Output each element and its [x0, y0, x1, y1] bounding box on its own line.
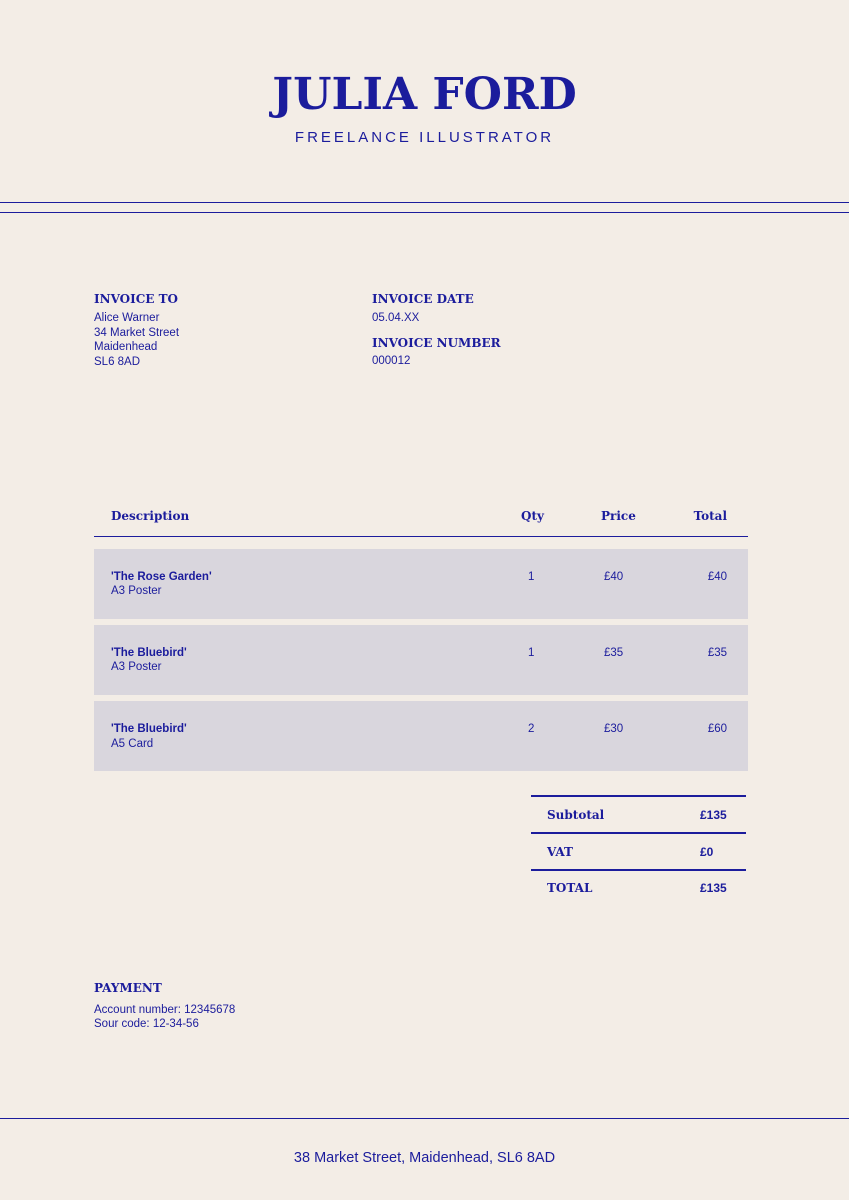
header-qty: Qty	[521, 509, 544, 523]
total-label: TOTAL	[547, 881, 593, 895]
header-total: Total	[693, 509, 727, 523]
subtitle: FREELANCE ILLUSTRATOR	[294, 129, 555, 146]
payment-label: PAYMENT	[94, 981, 162, 995]
address-line: 34 Market Street	[94, 326, 180, 339]
invoice-to-label: INVOICE TO	[94, 292, 179, 306]
item-subtitle: A3 Poster	[111, 661, 162, 673]
item-qty: 1	[528, 571, 535, 583]
subtotal-label: Subtotal	[547, 808, 605, 822]
table-row	[94, 701, 748, 771]
item-total: £40	[707, 571, 727, 583]
invoice-date-value: 05.04.XX	[372, 312, 420, 324]
sort-code: Sour code: 12-34-56	[94, 1018, 199, 1030]
item-qty: 1	[528, 647, 535, 659]
account-number: Account number: 12345678	[94, 1004, 236, 1016]
item-title: 'The Rose Garden'	[111, 571, 212, 583]
summary-divider	[531, 832, 746, 834]
item-price: £30	[604, 723, 624, 735]
total-value: £135	[700, 881, 727, 895]
item-price: £35	[604, 647, 624, 659]
item-title: 'The Bluebird'	[111, 647, 187, 659]
footer-divider	[0, 1118, 849, 1119]
subtotal-value: £135	[700, 808, 727, 822]
table-row	[94, 625, 748, 695]
header-description: Description	[111, 509, 190, 523]
header-divider-top	[0, 202, 849, 203]
header-price: Price	[601, 509, 636, 523]
address-line: Alice Warner	[94, 312, 160, 324]
invoice-to-address	[94, 311, 179, 369]
invoice-number-label: INVOICE NUMBER	[372, 336, 501, 350]
item-title: 'The Bluebird'	[111, 723, 187, 735]
summary-divider	[531, 795, 746, 797]
vat-value: £0	[700, 845, 714, 859]
address-line: SL6 8AD	[94, 355, 141, 368]
table-header	[94, 508, 748, 537]
item-subtitle: A5 Card	[111, 738, 154, 750]
footer-address: 38 Market Street, Maidenhead, SL6 8AD	[293, 1150, 556, 1166]
item-total: £60	[707, 723, 727, 735]
item-subtitle: A3 Poster	[111, 585, 162, 597]
address-line: Maidenhead	[94, 341, 158, 353]
header-divider-bottom	[0, 212, 849, 213]
invoice-number-value: 000012	[372, 355, 411, 367]
name-title: JULIA FORD	[272, 69, 577, 120]
vat-label: VAT	[547, 845, 573, 859]
item-price: £40	[604, 571, 624, 583]
summary-divider	[531, 869, 746, 871]
table-row	[94, 549, 748, 619]
invoice-date-label: INVOICE DATE	[372, 292, 474, 306]
item-qty: 2	[528, 723, 535, 735]
item-total: £35	[707, 647, 727, 659]
